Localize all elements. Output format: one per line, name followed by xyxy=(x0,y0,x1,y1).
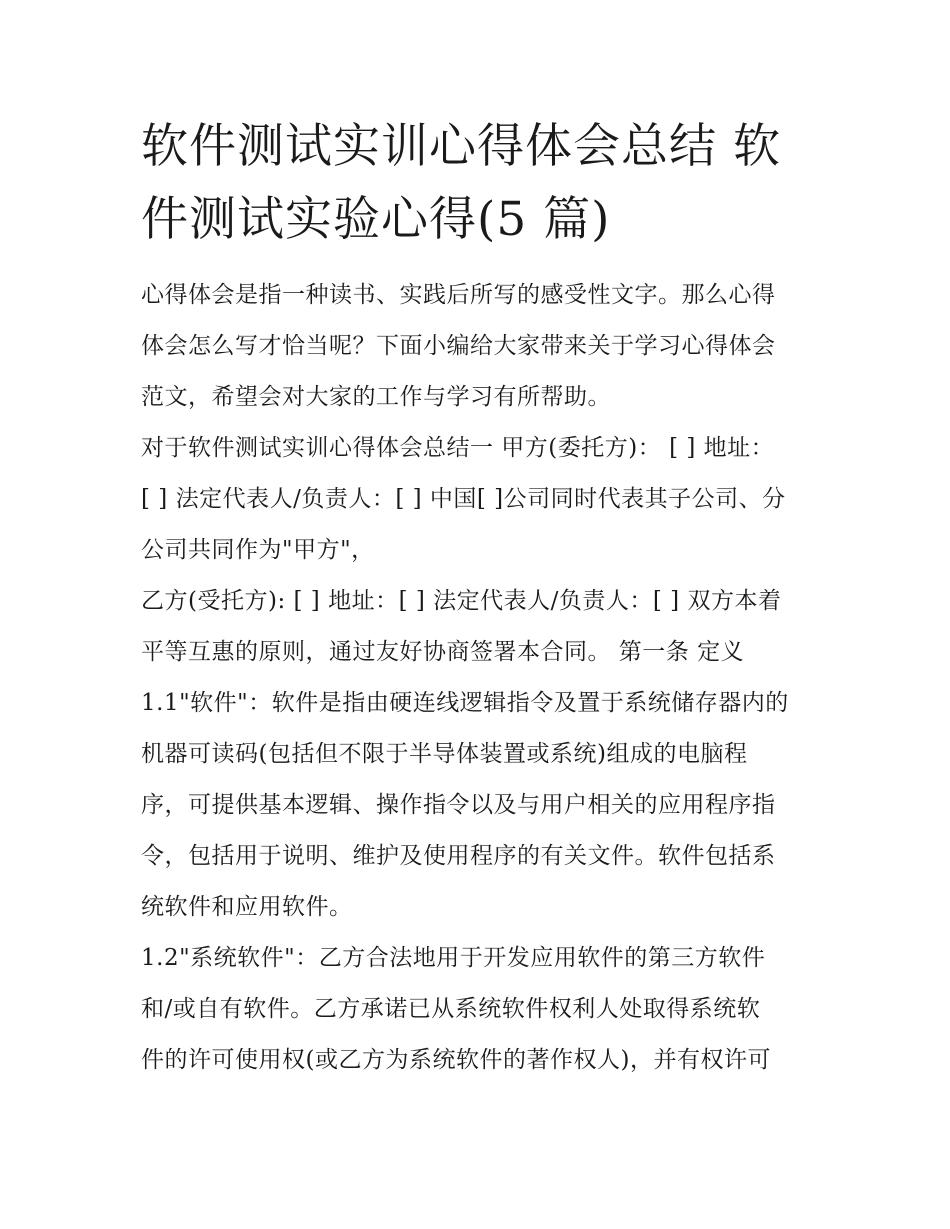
document-page xyxy=(141,110,821,1086)
text-line: 平等互惠的原则，通过友好协商签署本合同。 第一条 定义 xyxy=(141,639,745,665)
text-line: 机器可读码(包括但不限于半导体装置或系统)组成的电脑程 xyxy=(141,741,748,767)
text-line: 乙方(受托方): [ ] 地址：[ ] 法定代表人/负责人：[ ] 双方本着 xyxy=(141,588,782,614)
text-line: 心得体会是指一种读书、实践后所写的感受性文字。那么心得 xyxy=(141,282,776,308)
title-line-1: 软件测试实训心得体会总结 软 xyxy=(141,119,781,174)
text-line: 令，包括用于说明、维护及使用程序的有关文件。软件包括系 xyxy=(141,843,776,869)
definition-1-1-paragraph xyxy=(141,678,821,933)
text-line: 序，可提供基本逻辑、操作指令以及与用户相关的应用程序指 xyxy=(141,792,776,818)
text-line: [ ] 法定代表人/负责人：[ ] 中国[ ]公司同时代表其子公司、分 xyxy=(141,486,786,512)
text-line: 1.1"软件"：软件是指由硬连线逻辑指令及置于系统储存器内的 xyxy=(141,690,789,716)
text-line: 和/或自有软件。乙方承诺已从系统软件权利人处取得系统软 xyxy=(141,996,761,1022)
text-line: 件的许可使用权(或乙方为系统软件的著作权人)，并有权许可 xyxy=(141,1047,771,1073)
text-line: 统软件和应用软件。 xyxy=(141,894,353,920)
party-a-paragraph xyxy=(141,423,821,576)
text-line: 体会怎么写才恰当呢？下面小编给大家带来关于学习心得体会 xyxy=(141,333,776,359)
title-line-2: 件测试实验心得(5 篇) xyxy=(141,192,611,247)
party-b-paragraph xyxy=(141,576,821,678)
text-line: 范文，希望会对大家的工作与学习有所帮助。 xyxy=(141,384,611,410)
text-line: 公司共同作为"甲方"， xyxy=(141,537,375,563)
intro-paragraph xyxy=(141,270,821,423)
definition-1-2-paragraph xyxy=(141,933,821,1086)
text-line: 1.2"系统软件"：乙方合法地用于开发应用软件的第三方软件 xyxy=(141,945,766,971)
text-line: 对于软件测试实训心得体会总结一 甲方(委托方)： [ ] 地址： xyxy=(141,435,775,461)
page-title xyxy=(141,110,821,256)
